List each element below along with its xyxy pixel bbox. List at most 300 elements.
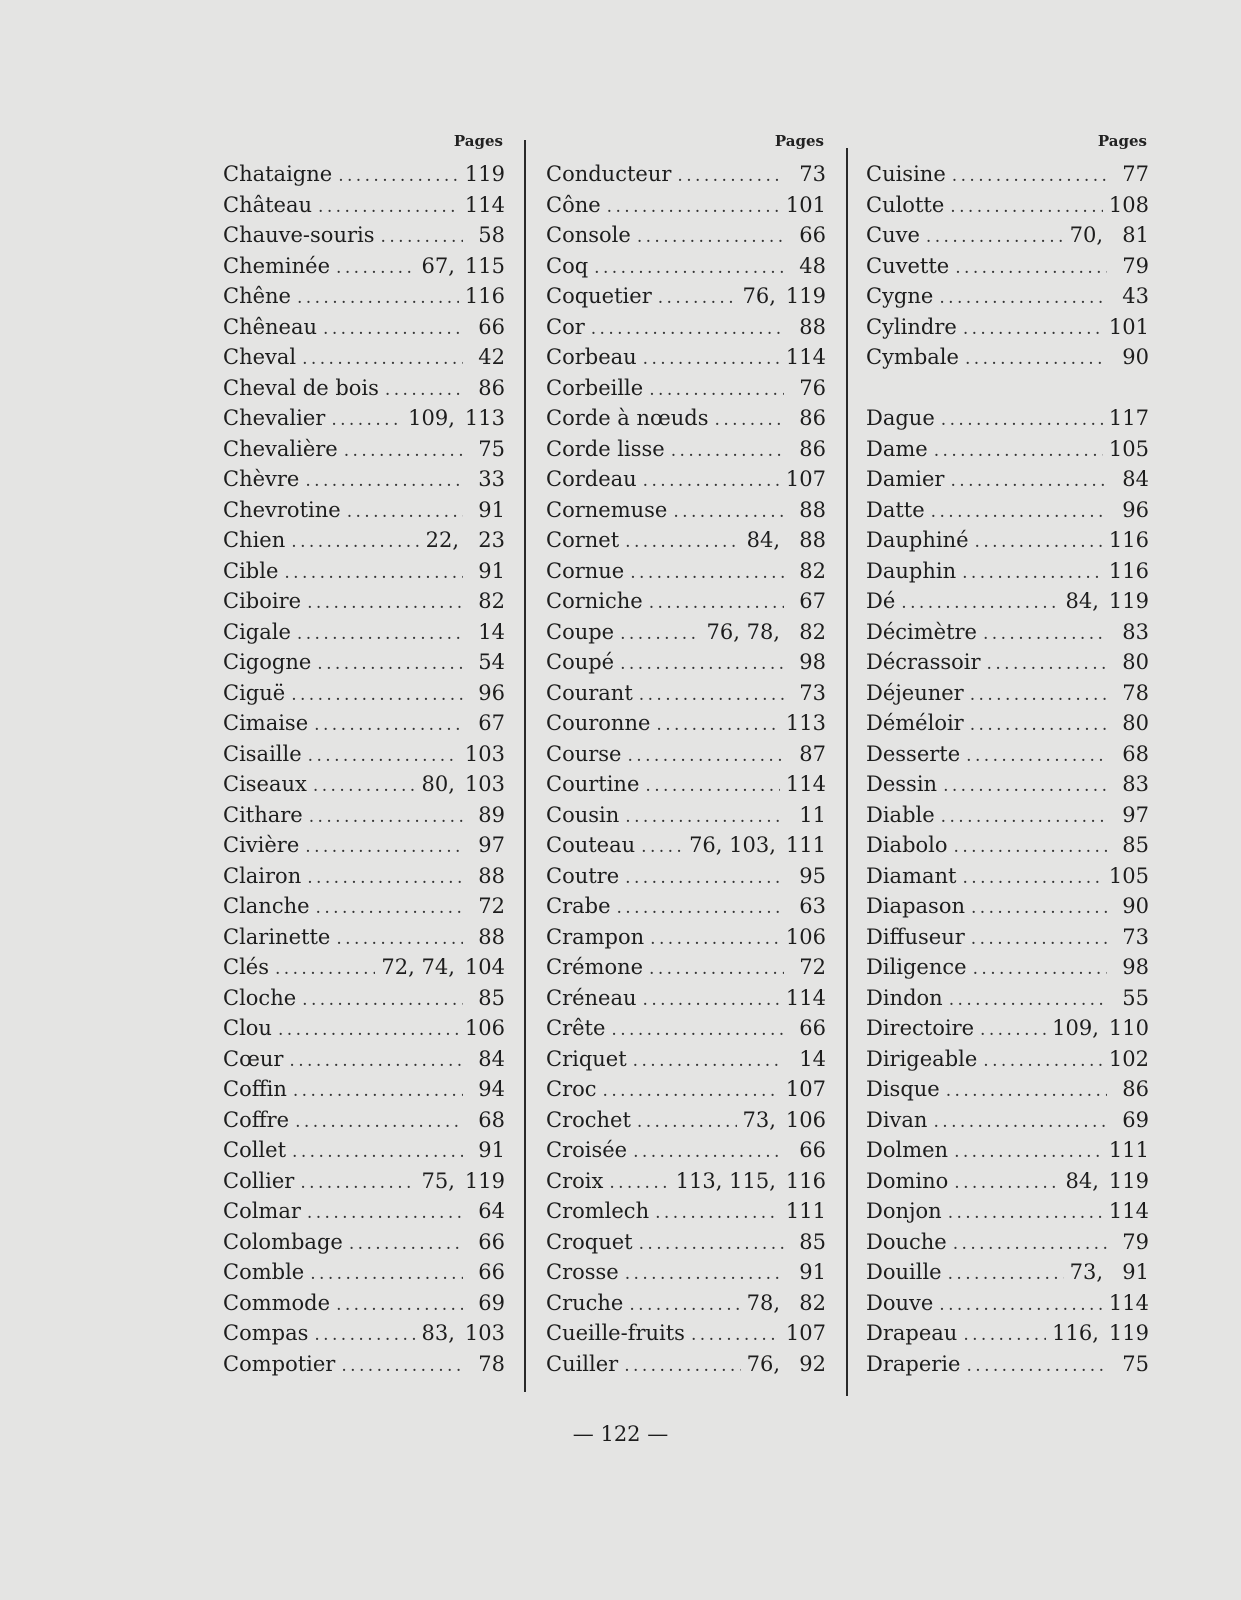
entry-page: 58 xyxy=(478,223,505,247)
index-entry xyxy=(866,193,1149,224)
index-entry xyxy=(866,864,1149,895)
index-entry xyxy=(866,1260,1149,1291)
entry-page: 114 xyxy=(464,192,505,217)
entry-term: Croix xyxy=(546,1168,604,1193)
entry-page: 96 xyxy=(1122,497,1149,522)
entry-page: 68 xyxy=(478,1107,505,1132)
entry-page: 88 xyxy=(799,497,826,522)
entry-page: 119 xyxy=(785,284,826,308)
entry-term: Drapeau xyxy=(866,1321,958,1345)
entry-page: 66 xyxy=(799,223,826,247)
entry-term: Chèvre xyxy=(223,467,300,491)
index-entry xyxy=(546,406,826,437)
entry-term: Coq xyxy=(546,253,589,278)
entry-extra-pages: 80, xyxy=(421,772,455,796)
dot-leader xyxy=(948,1264,1064,1284)
entry-page: 73 xyxy=(1122,924,1149,949)
entry-term: Cuve xyxy=(866,223,920,247)
index-entry xyxy=(223,1169,505,1200)
dot-leader xyxy=(973,959,1107,979)
index-entry xyxy=(223,315,505,346)
entry-page: 66 xyxy=(478,314,505,339)
index-entry xyxy=(223,650,505,681)
index-entry xyxy=(546,864,826,895)
index-entry xyxy=(866,528,1149,559)
dot-leader xyxy=(673,502,784,522)
dot-leader xyxy=(317,654,463,674)
entry-page: 91 xyxy=(799,1260,826,1284)
dot-leader xyxy=(649,593,784,613)
dot-leader xyxy=(643,990,780,1010)
index-entry xyxy=(866,1291,1149,1322)
dot-leader xyxy=(970,715,1107,735)
index-entry xyxy=(546,315,826,346)
index-entry xyxy=(866,925,1149,956)
entry-page: 33 xyxy=(478,467,505,491)
index-entry xyxy=(866,620,1149,651)
entry-page: 106 xyxy=(785,1107,826,1132)
index-entry xyxy=(223,559,505,590)
entry-page: 88 xyxy=(799,314,826,339)
entry-term: Décrassoir xyxy=(866,650,981,674)
index-entry xyxy=(546,1291,826,1322)
dot-leader xyxy=(309,807,463,827)
entry-page: 111 xyxy=(785,1199,826,1223)
entry-page: 82 xyxy=(478,589,505,613)
index-entry xyxy=(223,1138,505,1169)
entry-page: 103 xyxy=(464,741,505,766)
dot-leader xyxy=(954,1142,1103,1162)
entry-page: 103 xyxy=(464,772,505,796)
index-entry xyxy=(866,223,1149,254)
dot-leader xyxy=(297,288,459,308)
entry-extra-pages: 76, xyxy=(742,284,776,308)
dot-leader xyxy=(983,624,1107,644)
entry-term: Couteau xyxy=(546,833,636,857)
entry-page: 54 xyxy=(478,650,505,674)
index-entry xyxy=(866,498,1149,529)
dot-leader xyxy=(655,1203,780,1223)
entry-extra-pages: 83, xyxy=(421,1321,455,1345)
entry-term: Chataigne xyxy=(223,162,333,186)
entry-term: Crampon xyxy=(546,924,645,949)
entry-page: 107 xyxy=(785,1077,826,1101)
index-entry xyxy=(546,1230,826,1261)
entry-term: Courant xyxy=(546,680,633,705)
entry-page: 106 xyxy=(464,1016,505,1040)
entry-term: Draperie xyxy=(866,1351,961,1376)
entry-term: Déméloir xyxy=(866,711,964,735)
dot-leader xyxy=(603,1081,780,1101)
entry-extra-pages: 76, xyxy=(746,1351,780,1376)
entry-page: 97 xyxy=(478,833,505,857)
index-entry xyxy=(546,1077,826,1108)
entry-term: Collier xyxy=(223,1168,295,1193)
index-entry xyxy=(546,345,826,376)
dot-leader xyxy=(643,349,780,369)
entry-term: Décimètre xyxy=(866,619,977,644)
dot-leader xyxy=(308,746,459,766)
entry-page: 86 xyxy=(478,375,505,400)
entry-page: 81 xyxy=(1122,223,1149,247)
entry-term: Château xyxy=(223,192,313,217)
entry-term: Cuvette xyxy=(866,253,950,278)
entry-term: Chevrotine xyxy=(223,497,341,522)
index-entry xyxy=(546,650,826,681)
entry-term: Déjeuner xyxy=(866,680,964,705)
index-entry xyxy=(546,498,826,529)
entry-list xyxy=(866,162,1149,1382)
entry-page: 82 xyxy=(799,558,826,583)
index-entry xyxy=(546,437,826,468)
index-entry xyxy=(223,1230,505,1261)
entry-list xyxy=(223,162,505,1382)
dot-leader xyxy=(980,1020,1046,1040)
dot-leader xyxy=(975,532,1103,552)
dot-leader xyxy=(609,1173,669,1193)
dot-leader xyxy=(611,1020,784,1040)
entry-extra-pages: 75, xyxy=(421,1168,455,1193)
index-entry xyxy=(546,1199,826,1230)
entry-page: 91 xyxy=(478,1138,505,1162)
index-entry xyxy=(546,162,826,193)
dot-leader xyxy=(933,1112,1107,1132)
entry-term: Diapason xyxy=(866,894,965,918)
dot-leader xyxy=(385,380,463,400)
entry-page: 82 xyxy=(799,619,826,644)
index-entry xyxy=(866,681,1149,712)
entry-page: 114 xyxy=(1108,1199,1149,1223)
dot-leader xyxy=(637,1112,737,1132)
index-entry xyxy=(866,803,1149,834)
entry-page: 88 xyxy=(478,863,505,888)
index-entry xyxy=(546,284,826,315)
dot-leader xyxy=(607,197,780,217)
index-entry xyxy=(546,742,826,773)
dot-leader xyxy=(983,1051,1103,1071)
index-gap xyxy=(866,376,1149,407)
entry-extra-pages: 113, 115, xyxy=(675,1168,776,1193)
dot-leader xyxy=(625,532,740,552)
entry-page: 69 xyxy=(478,1290,505,1315)
index-entry xyxy=(546,681,826,712)
entry-extra-pages: 84, xyxy=(1065,1168,1099,1193)
index-column-2 xyxy=(546,132,826,1382)
index-entry xyxy=(546,254,826,285)
entry-term: Dague xyxy=(866,406,935,430)
index-entry xyxy=(223,1047,505,1078)
dot-leader xyxy=(946,1081,1107,1101)
entry-term: Douve xyxy=(866,1290,934,1315)
index-entry xyxy=(866,1230,1149,1261)
entry-page: 85 xyxy=(478,985,505,1010)
dot-leader xyxy=(950,197,1103,217)
index-entry xyxy=(866,589,1149,620)
dot-leader xyxy=(344,441,463,461)
entry-term: Crête xyxy=(546,1016,606,1040)
index-entry xyxy=(546,528,826,559)
dot-leader xyxy=(284,563,463,583)
entry-extra-pages: 109, xyxy=(1052,1016,1099,1040)
entry-page: 116 xyxy=(464,284,505,308)
entry-page: 86 xyxy=(799,436,826,461)
dot-leader xyxy=(953,1234,1107,1254)
index-entry xyxy=(866,955,1149,986)
index-entry xyxy=(866,315,1149,346)
entry-page: 72 xyxy=(478,894,505,918)
entry-extra-pages: 76, 78, xyxy=(706,619,780,644)
index-entry xyxy=(223,376,505,407)
entry-page: 72 xyxy=(799,955,826,979)
entry-page: 114 xyxy=(785,345,826,369)
dot-leader xyxy=(314,715,463,735)
entry-page: 66 xyxy=(799,1016,826,1040)
entry-page: 64 xyxy=(478,1199,505,1223)
page-number: — 122 — xyxy=(572,1422,669,1446)
entry-extra-pages: 116, xyxy=(1052,1321,1099,1345)
dot-leader xyxy=(349,1234,463,1254)
index-entry xyxy=(546,376,826,407)
entry-extra-pages: 109, xyxy=(408,406,455,430)
dot-leader xyxy=(966,1356,1107,1376)
entry-page: 91 xyxy=(478,558,505,583)
entry-page: 86 xyxy=(1122,1077,1149,1101)
index-entry xyxy=(223,589,505,620)
index-entry xyxy=(866,742,1149,773)
dot-leader xyxy=(987,654,1107,674)
dot-leader xyxy=(948,1203,1103,1223)
entry-term: Cordeau xyxy=(546,467,637,491)
index-entry xyxy=(866,711,1149,742)
index-entry xyxy=(546,925,826,956)
entry-page: 69 xyxy=(1122,1107,1149,1132)
entry-extra-pages: 84, xyxy=(1065,589,1099,613)
entry-term: Couronne xyxy=(546,711,651,735)
dot-leader xyxy=(594,258,784,278)
dot-leader xyxy=(691,1325,780,1345)
entry-page: 23 xyxy=(478,528,505,552)
index-entry xyxy=(546,955,826,986)
entry-term: Cible xyxy=(223,558,279,583)
entry-term: Datte xyxy=(866,497,925,522)
index-entry xyxy=(866,1199,1149,1230)
index-column-3 xyxy=(866,132,1149,1382)
dot-leader xyxy=(943,776,1107,796)
dot-leader xyxy=(901,593,1059,613)
entry-page: 88 xyxy=(478,924,505,949)
entry-page: 83 xyxy=(1122,772,1149,796)
entry-term: Diamant xyxy=(866,863,957,888)
entry-page: 113 xyxy=(464,406,505,430)
entry-term: Course xyxy=(546,741,622,766)
entry-term: Clairon xyxy=(223,863,302,888)
entry-term: Diligence xyxy=(866,955,967,979)
entry-term: Commode xyxy=(223,1290,331,1315)
entry-page: 116 xyxy=(785,1168,826,1193)
entry-page: 111 xyxy=(785,833,826,857)
dot-leader xyxy=(289,1051,463,1071)
dot-leader xyxy=(963,319,1103,339)
dot-leader xyxy=(941,807,1107,827)
dot-leader xyxy=(970,685,1107,705)
entry-extra-pages: 70, xyxy=(1069,223,1103,247)
index-entry xyxy=(866,894,1149,925)
entry-extra-pages: 76, 103, xyxy=(689,833,776,857)
entry-term: Croquet xyxy=(546,1229,633,1254)
entry-page: 98 xyxy=(799,650,826,674)
entry-page: 14 xyxy=(799,1046,826,1071)
index-entry xyxy=(866,772,1149,803)
entry-term: Chien xyxy=(223,528,286,552)
dot-leader xyxy=(336,258,415,278)
entry-page: 84 xyxy=(1122,467,1149,491)
entry-page: 80 xyxy=(1122,711,1149,735)
entry-term: Croc xyxy=(546,1077,597,1101)
index-entry xyxy=(223,498,505,529)
dot-leader xyxy=(291,532,419,552)
index-entry xyxy=(223,1077,505,1108)
index-entry xyxy=(223,986,505,1017)
entry-page: 84 xyxy=(478,1046,505,1071)
entry-term: Directoire xyxy=(866,1016,975,1040)
entry-term: Cheval de bois xyxy=(223,375,379,400)
entry-page: 66 xyxy=(799,1138,826,1162)
dot-leader xyxy=(620,654,784,674)
index-entry xyxy=(223,864,505,895)
dot-leader xyxy=(307,868,463,888)
entry-extra-pages: 72, 74, xyxy=(381,955,455,979)
dot-leader xyxy=(314,1325,415,1345)
dot-leader xyxy=(645,776,780,796)
index-entry xyxy=(546,1169,826,1200)
dot-leader xyxy=(302,349,463,369)
dot-leader xyxy=(965,349,1107,369)
dot-leader xyxy=(625,807,784,827)
dot-leader xyxy=(629,1295,740,1315)
entry-page: 42 xyxy=(478,345,505,369)
entry-page: 83 xyxy=(1122,619,1149,644)
entry-term: Compotier xyxy=(223,1351,336,1376)
entry-term: Ciguë xyxy=(223,680,286,705)
entry-page: 101 xyxy=(785,192,826,217)
index-entry xyxy=(866,162,1149,193)
index-entry xyxy=(546,803,826,834)
index-entry xyxy=(546,1260,826,1291)
entry-term: Corbeau xyxy=(546,345,637,369)
index-entry xyxy=(223,162,505,193)
dot-leader xyxy=(591,319,784,339)
index-entry xyxy=(866,1169,1149,1200)
dot-leader xyxy=(671,441,784,461)
entry-term: Cruche xyxy=(546,1290,624,1315)
entry-page: 119 xyxy=(1108,1168,1149,1193)
entry-term: Cithare xyxy=(223,802,303,827)
dot-leader xyxy=(620,624,700,644)
dot-leader xyxy=(624,1356,740,1376)
index-entry xyxy=(223,406,505,437)
entry-term: Console xyxy=(546,223,631,247)
entry-term: Crochet xyxy=(546,1107,631,1132)
entry-term: Cygne xyxy=(866,284,934,308)
dot-leader xyxy=(633,1051,784,1071)
index-entry xyxy=(223,894,505,925)
entry-term: Clanche xyxy=(223,894,310,918)
index-entry xyxy=(223,681,505,712)
entry-term: Coupé xyxy=(546,650,615,674)
dot-leader xyxy=(302,990,463,1010)
dot-leader xyxy=(275,959,375,979)
index-entry xyxy=(546,467,826,498)
entry-term: Douche xyxy=(866,1229,947,1254)
index-entry xyxy=(546,833,826,864)
entry-term: Crabe xyxy=(546,894,611,918)
entry-page: 113 xyxy=(785,711,826,735)
entry-term: Colmar xyxy=(223,1199,301,1223)
entry-extra-pages: 67, xyxy=(421,253,455,278)
entry-page: 55 xyxy=(1122,985,1149,1010)
dot-leader xyxy=(639,1234,784,1254)
entry-term: Croisée xyxy=(546,1138,628,1162)
entry-page: 86 xyxy=(799,406,826,430)
entry-page: 90 xyxy=(1122,345,1149,369)
index-entry xyxy=(546,193,826,224)
entry-page: 96 xyxy=(478,680,505,705)
dot-leader xyxy=(926,227,1064,247)
entry-page: 67 xyxy=(799,589,826,613)
dot-leader xyxy=(291,685,463,705)
entry-term: Cueille-fruits xyxy=(546,1321,685,1345)
entry-page: 78 xyxy=(478,1351,505,1376)
index-entry xyxy=(223,1260,505,1291)
dot-leader xyxy=(341,1356,463,1376)
entry-page: 66 xyxy=(478,1260,505,1284)
index-entry xyxy=(546,620,826,651)
entry-page: 68 xyxy=(1122,741,1149,766)
dot-leader xyxy=(934,441,1103,461)
index-entry xyxy=(546,986,826,1017)
index-entry xyxy=(223,254,505,285)
dot-leader xyxy=(310,1264,463,1284)
dot-leader xyxy=(293,1081,463,1101)
entry-term: Compas xyxy=(223,1321,309,1345)
dot-leader xyxy=(307,593,463,613)
dot-leader xyxy=(656,715,780,735)
index-entry xyxy=(546,1108,826,1139)
entry-page: 104 xyxy=(464,955,505,979)
entry-term: Ciseaux xyxy=(223,772,307,796)
dot-leader xyxy=(305,837,463,857)
index-entry xyxy=(223,620,505,651)
index-entry xyxy=(223,437,505,468)
entry-page: 76 xyxy=(799,375,826,400)
column-divider xyxy=(846,148,848,1396)
entry-term: Chauve-souris xyxy=(223,223,375,247)
dot-leader xyxy=(931,502,1107,522)
entry-page: 95 xyxy=(799,863,826,888)
dot-leader xyxy=(966,746,1107,766)
index-entry xyxy=(223,925,505,956)
entry-page: 97 xyxy=(1122,802,1149,827)
dot-leader xyxy=(318,197,459,217)
dot-leader xyxy=(627,746,784,766)
dot-leader xyxy=(338,166,459,186)
dot-leader xyxy=(649,959,784,979)
dot-leader xyxy=(313,776,416,796)
entry-page: 115 xyxy=(464,253,505,278)
entry-term: Coffre xyxy=(223,1107,290,1132)
dot-leader xyxy=(316,898,463,918)
entry-term: Cylindre xyxy=(866,314,957,339)
